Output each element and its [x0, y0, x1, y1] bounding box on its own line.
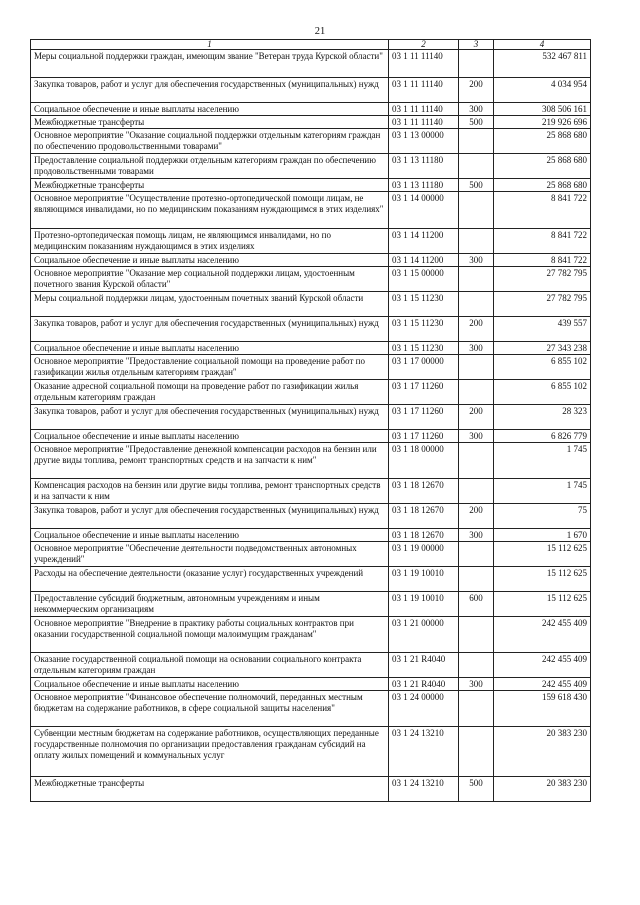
- table-row: [31, 179, 591, 192]
- row-name: Основное мероприятие "Обеспечение деятельности подведомственных автономных учреждений": [31, 542, 389, 567]
- table-row: [31, 691, 591, 727]
- row-amount: 27 343 238: [494, 342, 591, 355]
- row-vr-code: 200: [459, 78, 494, 103]
- row-csr-code: 03 1 21 R4040: [389, 678, 459, 691]
- row-csr-code: 03 1 17 11260: [389, 405, 459, 430]
- table-row: [31, 443, 591, 479]
- row-csr-code: 03 1 19 00000: [389, 542, 459, 567]
- row-amount: 27 782 795: [494, 267, 591, 292]
- row-csr-code: 03 1 13 11180: [389, 179, 459, 192]
- table-row: [31, 529, 591, 542]
- row-name: Основное мероприятие "Внедрение в практику работы социальных контрактов при оказании государственной социальной помощи малоимущим гражданам": [31, 617, 389, 653]
- row-amount: 439 557: [494, 317, 591, 342]
- row-vr-code: [459, 617, 494, 653]
- row-csr-code: 03 1 11 11140: [389, 50, 459, 78]
- row-vr-code: 300: [459, 254, 494, 267]
- row-vr-code: 200: [459, 504, 494, 529]
- row-amount: 75: [494, 504, 591, 529]
- row-name: Субвенции местным бюджетам на содержание работников, осуществляющих переданные государственные полномочия по организации предоставления гражданам субсидий на оплату жилых помещений и коммунальных услуг: [31, 727, 389, 777]
- row-amount: 15 112 625: [494, 542, 591, 567]
- table-row: [31, 727, 591, 777]
- row-amount: 8 841 722: [494, 192, 591, 229]
- row-name: Протезно-ортопедическая помощь лицам, не являющимся инвалидами, но по медицинским показаниям нуждающимся в этих изделиях: [31, 229, 389, 254]
- table-row: [31, 617, 591, 653]
- row-amount: 20 383 230: [494, 727, 591, 777]
- row-name: Закупка товаров, работ и услуг для обеспечения государственных (муниципальных) нужд: [31, 405, 389, 430]
- row-name: Основное мероприятие "Предоставление денежной компенсации расходов на бензин или другие виды топлива, ремонт транспортных средств и на запчасти к ним": [31, 443, 389, 479]
- row-amount: 27 782 795: [494, 292, 591, 317]
- row-vr-code: 300: [459, 103, 494, 116]
- row-name: Социальное обеспечение и иные выплаты населению: [31, 103, 389, 116]
- row-name: Расходы на обеспечение деятельности (оказание услуг) государственных учреждений: [31, 567, 389, 592]
- row-amount: 532 467 811: [494, 50, 591, 78]
- row-vr-code: 200: [459, 317, 494, 342]
- table-row: [31, 430, 591, 443]
- table-row: [31, 479, 591, 504]
- row-csr-code: 03 1 17 00000: [389, 355, 459, 380]
- row-csr-code: 03 1 19 10010: [389, 567, 459, 592]
- table-row: [31, 405, 591, 430]
- row-csr-code: 03 1 18 12670: [389, 504, 459, 529]
- row-csr-code: 03 1 24 13210: [389, 727, 459, 777]
- row-vr-code: 600: [459, 592, 494, 617]
- row-amount: 159 618 430: [494, 691, 591, 727]
- row-amount: 4 034 954: [494, 78, 591, 103]
- row-amount: 15 112 625: [494, 567, 591, 592]
- row-name: Межбюджетные трансферты: [31, 116, 389, 129]
- row-vr-code: 300: [459, 342, 494, 355]
- row-vr-code: [459, 129, 494, 154]
- table-row: [31, 267, 591, 292]
- row-name: Социальное обеспечение и иные выплаты населению: [31, 430, 389, 443]
- row-csr-code: 03 1 17 11260: [389, 380, 459, 405]
- row-csr-code: 03 1 18 12670: [389, 479, 459, 504]
- row-vr-code: [459, 292, 494, 317]
- row-csr-code: 03 1 21 00000: [389, 617, 459, 653]
- row-name: Основное мероприятие "Осуществление протезно-ортопедической помощи лицам, не являющимся инвалидами, но по медицинским показаниям нуждающимся в этих изделиях": [31, 192, 389, 229]
- row-amount: 28 323: [494, 405, 591, 430]
- table-row: [31, 567, 591, 592]
- table-row: [31, 254, 591, 267]
- row-csr-code: 03 1 17 11260: [389, 430, 459, 443]
- table-row: [31, 229, 591, 254]
- row-vr-code: [459, 50, 494, 78]
- row-amount: 20 383 230: [494, 777, 591, 802]
- table-row: [31, 380, 591, 405]
- row-vr-code: [459, 192, 494, 229]
- header-col-4: 4: [494, 40, 591, 50]
- row-name: Основное мероприятие "Предоставление социальной помощи на проведение работ по газификации жилья отдельным категориям граждан": [31, 355, 389, 380]
- row-amount: 6 826 779: [494, 430, 591, 443]
- row-name: Основное мероприятие "Оказание мер социальной поддержки лицам, удостоенным почетного звания Курской области": [31, 267, 389, 292]
- row-name: Предоставление социальной поддержки отдельным категориям граждан по обеспечению продовольственными товарами: [31, 154, 389, 179]
- table-row: [31, 50, 591, 78]
- row-name: Социальное обеспечение и иные выплаты населению: [31, 254, 389, 267]
- row-csr-code: 03 1 11 11140: [389, 103, 459, 116]
- row-vr-code: [459, 691, 494, 727]
- row-vr-code: [459, 380, 494, 405]
- row-csr-code: 03 1 11 11140: [389, 116, 459, 129]
- row-csr-code: 03 1 19 10010: [389, 592, 459, 617]
- row-csr-code: 03 1 24 13210: [389, 777, 459, 802]
- header-col-1: 1: [31, 40, 389, 50]
- row-amount: 25 868 680: [494, 179, 591, 192]
- header-col-2: 2: [389, 40, 459, 50]
- table-row: [31, 317, 591, 342]
- table-row: [31, 678, 591, 691]
- row-amount: 1 670: [494, 529, 591, 542]
- row-amount: 242 455 409: [494, 617, 591, 653]
- row-name: Межбюджетные трансферты: [31, 179, 389, 192]
- row-name: Закупка товаров, работ и услуг для обеспечения государственных (муниципальных) нужд: [31, 317, 389, 342]
- row-name: Оказание государственной социальной помощи на основании социального контракта отдельным категориям граждан: [31, 653, 389, 678]
- row-vr-code: [459, 542, 494, 567]
- row-vr-code: [459, 154, 494, 179]
- table-row: [31, 592, 591, 617]
- table-row: [31, 116, 591, 129]
- row-amount: 25 868 680: [494, 129, 591, 154]
- row-name: Меры социальной поддержки граждан, имеющим звание "Ветеран труда Курской области": [31, 50, 389, 78]
- row-csr-code: 03 1 15 00000: [389, 267, 459, 292]
- row-amount: 15 112 625: [494, 592, 591, 617]
- row-csr-code: 03 1 21 R4040: [389, 653, 459, 678]
- row-name: Социальное обеспечение и иные выплаты населению: [31, 678, 389, 691]
- row-csr-code: 03 1 14 11200: [389, 229, 459, 254]
- row-amount: 8 841 722: [494, 254, 591, 267]
- budget-table: [30, 39, 591, 802]
- row-vr-code: [459, 567, 494, 592]
- table-row: [31, 355, 591, 380]
- page-number: 21: [314, 26, 326, 37]
- table-row: [31, 342, 591, 355]
- header-col-3: 3: [459, 40, 494, 50]
- table-row: [31, 129, 591, 154]
- row-amount: 25 868 680: [494, 154, 591, 179]
- row-csr-code: 03 1 18 12670: [389, 529, 459, 542]
- table-row: [31, 192, 591, 229]
- row-vr-code: [459, 727, 494, 777]
- row-vr-code: 300: [459, 430, 494, 443]
- row-vr-code: 300: [459, 529, 494, 542]
- row-csr-code: 03 1 15 11230: [389, 292, 459, 317]
- row-name: Социальное обеспечение и иные выплаты населению: [31, 342, 389, 355]
- table-row: [31, 292, 591, 317]
- row-vr-code: 500: [459, 777, 494, 802]
- table-header-row: [31, 40, 591, 50]
- row-vr-code: 200: [459, 405, 494, 430]
- table-row: [31, 504, 591, 529]
- row-amount: 1 745: [494, 443, 591, 479]
- row-name: Основное мероприятие "Оказание социальной поддержки отдельным категориям граждан по обеспечению продовольственными товарами": [31, 129, 389, 154]
- row-vr-code: [459, 229, 494, 254]
- table-row: [31, 154, 591, 179]
- row-amount: 219 926 696: [494, 116, 591, 129]
- row-csr-code: 03 1 13 11180: [389, 154, 459, 179]
- table-row: [31, 103, 591, 116]
- row-vr-code: [459, 443, 494, 479]
- row-name: Социальное обеспечение и иные выплаты населению: [31, 529, 389, 542]
- row-vr-code: [459, 267, 494, 292]
- row-amount: 242 455 409: [494, 678, 591, 691]
- row-name: Компенсация расходов на бензин или другие виды топлива, ремонт транспортных средств и на запчасти к ним: [31, 479, 389, 504]
- row-name: Предоставление субсидий бюджетным, автономным учреждениям и иным некоммерческим организациям: [31, 592, 389, 617]
- row-vr-code: 300: [459, 678, 494, 691]
- row-csr-code: 03 1 11 11140: [389, 78, 459, 103]
- row-vr-code: [459, 653, 494, 678]
- row-csr-code: 03 1 15 11230: [389, 317, 459, 342]
- row-csr-code: 03 1 14 11200: [389, 254, 459, 267]
- row-amount: 242 455 409: [494, 653, 591, 678]
- row-name: Меры социальной поддержки лицам, удостоенным почетных званий Курской области: [31, 292, 389, 317]
- table-row: [31, 542, 591, 567]
- row-amount: 6 855 102: [494, 355, 591, 380]
- row-amount: 6 855 102: [494, 380, 591, 405]
- table-row: [31, 777, 591, 802]
- row-csr-code: 03 1 14 00000: [389, 192, 459, 229]
- row-csr-code: 03 1 15 11230: [389, 342, 459, 355]
- table-row: [31, 653, 591, 678]
- table-row: [31, 78, 591, 103]
- row-name: Основное мероприятие "Финансовое обеспечение полномочий, переданных местным бюджетам на содержание работников, в сфере социальной защиты населения": [31, 691, 389, 727]
- row-csr-code: 03 1 24 00000: [389, 691, 459, 727]
- row-amount: 308 506 161: [494, 103, 591, 116]
- row-csr-code: 03 1 18 00000: [389, 443, 459, 479]
- row-name: Закупка товаров, работ и услуг для обеспечения государственных (муниципальных) нужд: [31, 78, 389, 103]
- row-vr-code: [459, 355, 494, 380]
- row-name: Закупка товаров, работ и услуг для обеспечения государственных (муниципальных) нужд: [31, 504, 389, 529]
- row-vr-code: 500: [459, 116, 494, 129]
- row-name: Оказание адресной социальной помощи на проведение работ по газификации жилья отдельным категориям граждан: [31, 380, 389, 405]
- row-name: Межбюджетные трансферты: [31, 777, 389, 802]
- row-amount: 8 841 722: [494, 229, 591, 254]
- row-csr-code: 03 1 13 00000: [389, 129, 459, 154]
- row-vr-code: 500: [459, 179, 494, 192]
- row-vr-code: [459, 479, 494, 504]
- row-amount: 1 745: [494, 479, 591, 504]
